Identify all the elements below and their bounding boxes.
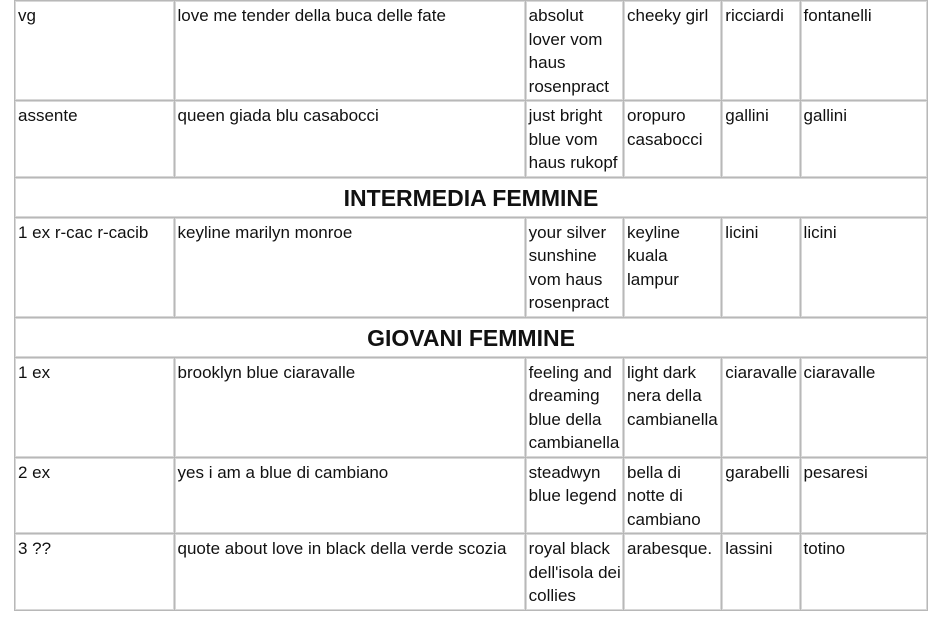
dog-name-cell: love me tender della buca delle fate: [175, 1, 525, 100]
owner-cell: pesaresi: [801, 458, 927, 534]
qualification-cell: 3 ??: [15, 534, 174, 610]
dog-name-cell: yes i am a blue di cambiano: [175, 458, 525, 534]
sire-cell: just bright blue vom haus rukopf: [526, 101, 623, 177]
dog-name-cell: queen giada blu casabocci: [175, 101, 525, 177]
breeder-cell: lassini: [722, 534, 799, 610]
table-row: [15, 534, 927, 610]
dog-name-cell: keyline marilyn monroe: [175, 218, 525, 317]
sire-cell: your silver sunshine vom haus rosenpract: [526, 218, 623, 317]
qualification-cell: vg: [15, 1, 174, 100]
sire-cell: steadwyn blue legend: [526, 458, 623, 534]
dam-cell: arabesque.: [624, 534, 721, 610]
sire-cell: feeling and dreaming blue della cambianella: [526, 358, 623, 457]
dam-cell: light dark nera della cambianella: [624, 358, 721, 457]
section-header-row: [15, 318, 927, 357]
sire-cell: royal black dell'isola dei collies: [526, 534, 623, 610]
breeder-cell: ciaravalle: [722, 358, 799, 457]
table-row: [15, 1, 927, 100]
qualification-cell: 1 ex r-cac r-cacib: [15, 218, 174, 317]
breeder-cell: licini: [722, 218, 799, 317]
section-title: INTERMEDIA FEMMINE: [15, 178, 927, 217]
qualification-cell: 2 ex: [15, 458, 174, 534]
section-title: GIOVANI FEMMINE: [15, 318, 927, 357]
dam-cell: cheeky girl: [624, 1, 721, 100]
section-header-row: [15, 178, 927, 217]
dog-name-cell: quote about love in black della verde scozia: [175, 534, 525, 610]
owner-cell: gallini: [801, 101, 927, 177]
sire-cell: absolut lover vom haus rosenpract: [526, 1, 623, 100]
table-row: [15, 458, 927, 534]
owner-cell: totino: [801, 534, 927, 610]
dam-cell: oropuro casabocci: [624, 101, 721, 177]
owner-cell: fontanelli: [801, 1, 927, 100]
breeder-cell: ricciardi: [722, 1, 799, 100]
dam-cell: bella di notte di cambiano: [624, 458, 721, 534]
results-table: [14, 0, 928, 611]
table-row: [15, 101, 927, 177]
dam-cell: keyline kuala lampur: [624, 218, 721, 317]
qualification-cell: assente: [15, 101, 174, 177]
qualification-cell: 1 ex: [15, 358, 174, 457]
dog-name-cell: brooklyn blue ciaravalle: [175, 358, 525, 457]
breeder-cell: gallini: [722, 101, 799, 177]
breeder-cell: garabelli: [722, 458, 799, 534]
table-row: [15, 358, 927, 457]
table-row: [15, 218, 927, 317]
owner-cell: licini: [801, 218, 927, 317]
owner-cell: ciaravalle: [801, 358, 927, 457]
